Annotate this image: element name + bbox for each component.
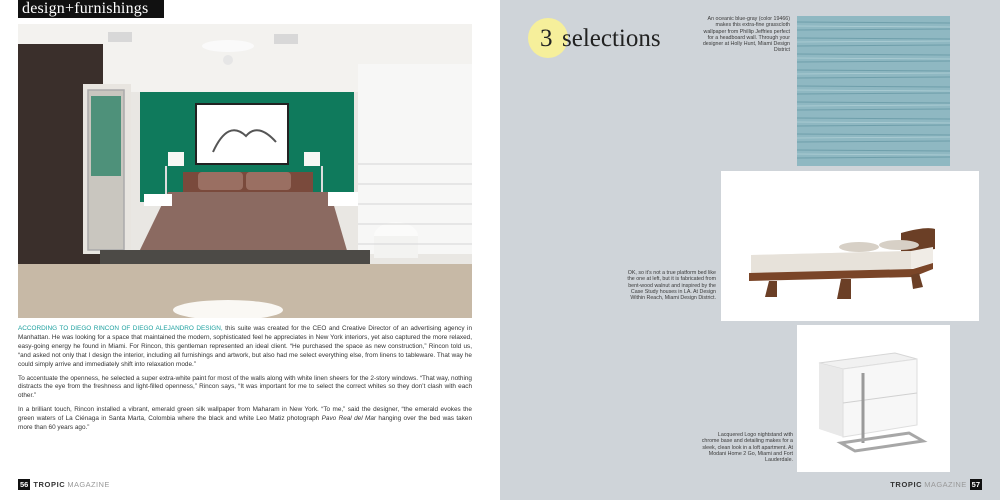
selections-number: 3 (540, 25, 553, 52)
wallpaper-caption: An oceanic blue-gray (color 19466) makes this extra-fine grasscloth wallpaper from Phillip Jeffries perfect for a headboard wall. Through your designer at Holly Hunt, Miami Design District (702, 16, 790, 54)
page-number-left: 56 (20, 480, 29, 489)
article-paragraph-2: To accentuate the openness, he selected a super extra-white paint for most of the walls along with white linen sheers for the 2-story windows. “That way, nothing distracts the eye from the freshness and light-filled openness,” Rincon says, “It was important for me to select the correct whites so they don’t clash with each other.” (18, 374, 472, 400)
section-tag: design+furnishings (18, 0, 164, 18)
article-lead-in: ACCORDING TO DIEGO RINCON OF DIEGO ALEJANDRO DESIGN, (18, 325, 223, 332)
left-folio (18, 480, 110, 489)
folio-brand-left: TROPIC (33, 480, 66, 489)
folio-magazine-left: MAGAZINE (67, 480, 110, 489)
folio-magazine-right: MAGAZINE (924, 480, 967, 489)
article-paragraph-3-text-b: hanging over the bed was taken more than 60 years ago.” (18, 415, 472, 432)
nightstand-photo (797, 325, 950, 472)
article-paragraph-3-text-a: In a brilliant touch, Rincon installed a vibrant, emerald green silk wallpaper from Maharam in New York. “To me,” said the designer, “the emerald evokes the green waters of La Ciénaga in Santa Marta, Colombia where the black and white Leo Matiz photograph (18, 406, 472, 423)
selections-title: selections (562, 25, 661, 52)
wallpaper-swatch (797, 16, 950, 166)
article-paragraph-3 (18, 406, 472, 433)
folio-brand-right: TROPIC (890, 480, 923, 489)
walnut-bed-photo (721, 171, 979, 321)
nightstand-caption: Lacquered Logo nightstand with chrome base and detailing makes for a sleek, clean look in a loft apartment. At Modani Home 2 Go, Miami and Fort Lauderdale. (701, 432, 793, 464)
article-paragraph-1-text: this suite was created for the CEO and Creative Director of an advertising agency in Manhattan. He was looking for a space that maintained the modern, sophisticated feel he appreciates in New York interiors, yet also captured the more relaxed, easy-going energy he found in Miami. For Rincon, this gentleman represented an ideal client. “He purchased the space as new construction,” Rincon told us, “and asked not only that I design the interior, including all furnishings and artwork, but also had me select everything else, from linens to tableware. That way he could simply arrive and immediately shift into relaxation mode.” (18, 325, 472, 368)
bedroom-photo (18, 24, 472, 318)
photograph-title: Pavo Real del Mar (321, 415, 377, 423)
bed-caption: OK, so it’s not a true platform bed like the one at left, but it is fabricated from bent-wood walnut and inspired by the Case Study houses in LA. At Design Within Reach, Miami Design District. (627, 270, 716, 302)
article-paragraph-1 (18, 325, 472, 370)
article-body (18, 325, 472, 438)
right-folio (890, 480, 982, 489)
page-number-right: 57 (971, 480, 980, 489)
